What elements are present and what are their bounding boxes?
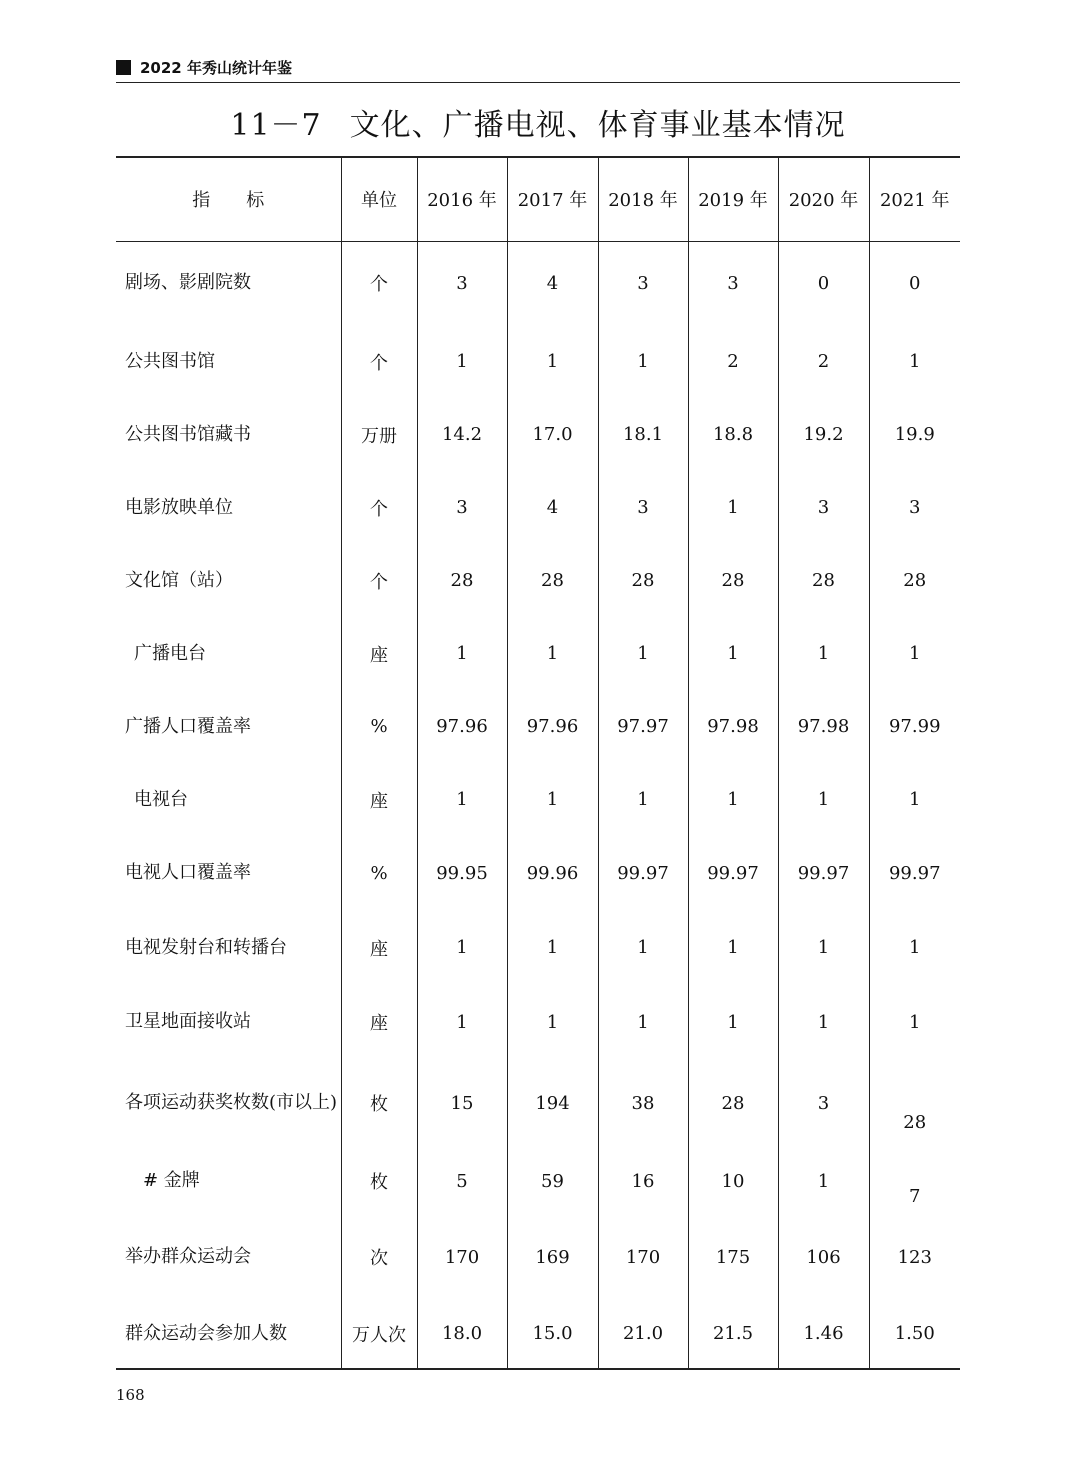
page-number: 168 <box>116 1386 145 1404</box>
cell-2020: 3 <box>778 471 869 544</box>
row-label: # 金牌 <box>143 1170 200 1191</box>
cell-2020: 28 <box>778 544 869 617</box>
row-unit: 座 <box>341 910 417 985</box>
cell-2021: 3 <box>869 471 960 544</box>
cell-2016: 1 <box>417 763 507 836</box>
cell-2017: 17.0 <box>507 398 598 471</box>
col-header-indicator: 指 标 <box>116 157 341 241</box>
row-label: 电视发射台和转播台 <box>125 936 287 958</box>
cell-2016: 1 <box>417 617 507 690</box>
cell-2018: 1 <box>598 763 688 836</box>
cell-2016: 170 <box>417 1215 507 1299</box>
row-unit: 个 <box>341 544 417 617</box>
cell-2018: 170 <box>598 1215 688 1299</box>
cell-2020: 106 <box>778 1215 869 1299</box>
cell-2020: 1.46 <box>778 1299 869 1369</box>
cell-2016: 1 <box>417 985 507 1059</box>
cell-2017: 194 <box>507 1059 598 1147</box>
row-label: 电视人口覆盖率 <box>125 862 251 883</box>
cell-2021: 123 <box>869 1215 960 1299</box>
cell-2017: 15.0 <box>507 1299 598 1369</box>
table-row <box>116 763 960 836</box>
cell-2021: 28 <box>869 544 960 617</box>
cell-2019: 28 <box>688 1059 778 1147</box>
cell-2019: 1 <box>688 617 778 690</box>
square-bullet-icon <box>116 60 131 75</box>
row-unit: 座 <box>341 763 417 836</box>
col-header-unit: 单位 <box>341 157 417 241</box>
cell-2021: 19.9 <box>869 398 960 471</box>
table-title <box>116 100 960 144</box>
cell-2019: 1 <box>688 985 778 1059</box>
table-row <box>116 544 960 617</box>
row-label: 广播人口覆盖率 <box>125 715 251 737</box>
row-unit: % <box>341 836 417 910</box>
cell-2018: 21.0 <box>598 1299 688 1369</box>
cell-2017: 4 <box>507 471 598 544</box>
cell-2021: 1.50 <box>869 1299 960 1369</box>
row-unit: 个 <box>341 325 417 398</box>
cell-2020: 1 <box>778 985 869 1059</box>
cell-2017: 1 <box>507 763 598 836</box>
cell-2016: 99.95 <box>417 836 507 910</box>
col-header-2017: 2017 年 <box>507 157 598 241</box>
table-row <box>116 1059 960 1147</box>
running-title: 2022 年秀山统计年鉴 <box>140 59 292 77</box>
row-unit: 枚 <box>341 1059 417 1147</box>
row-label: 公共图书馆 <box>125 350 215 372</box>
table-row <box>116 1147 960 1215</box>
row-unit: 次 <box>341 1215 417 1299</box>
cell-2019: 1 <box>688 763 778 836</box>
cell-2017: 1 <box>507 325 598 398</box>
cell-2017: 99.96 <box>507 836 598 910</box>
cell-2019: 18.8 <box>688 398 778 471</box>
cell-2020: 99.97 <box>778 836 869 910</box>
cell-2016: 1 <box>417 325 507 398</box>
row-unit: 个 <box>341 241 417 325</box>
cell-2017: 1 <box>507 910 598 985</box>
cell-2018: 28 <box>598 544 688 617</box>
col-header-2021: 2021 年 <box>869 157 960 241</box>
cell-2021: 1 <box>869 910 960 985</box>
cell-2016: 28 <box>417 544 507 617</box>
cell-2017: 28 <box>507 544 598 617</box>
table-row <box>116 836 960 910</box>
table-row <box>116 1299 960 1369</box>
cell-2020: 1 <box>778 910 869 985</box>
cell-2016: 5 <box>417 1147 507 1215</box>
row-label: 广播电台 <box>134 642 206 664</box>
table-row <box>116 241 960 325</box>
cell-2018: 1 <box>598 325 688 398</box>
cell-2020: 1 <box>778 617 869 690</box>
col-header-2018: 2018 年 <box>598 157 688 241</box>
cell-2018: 1 <box>598 910 688 985</box>
cell-2016: 14.2 <box>417 398 507 471</box>
cell-2018: 16 <box>598 1147 688 1215</box>
cell-2020: 3 <box>778 1059 869 1147</box>
cell-2021: 1 <box>869 985 960 1059</box>
cell-2016: 15 <box>417 1059 507 1147</box>
cell-2016: 18.0 <box>417 1299 507 1369</box>
cell-2020: 1 <box>778 763 869 836</box>
cell-2019: 2 <box>688 325 778 398</box>
col-header-2020: 2020 年 <box>778 157 869 241</box>
table-row <box>116 325 960 398</box>
cell-2019: 1 <box>688 910 778 985</box>
cell-2019: 175 <box>688 1215 778 1299</box>
row-unit: % <box>341 690 417 763</box>
cell-2019: 3 <box>688 241 778 325</box>
col-header-2016: 2016 年 <box>417 157 507 241</box>
table-row <box>116 398 960 471</box>
table-row <box>116 910 960 985</box>
running-header <box>116 58 960 83</box>
cell-2021: 1 <box>869 617 960 690</box>
cell-2018: 1 <box>598 985 688 1059</box>
cell-2020: 19.2 <box>778 398 869 471</box>
cell-2017: 4 <box>507 241 598 325</box>
row-unit: 个 <box>341 471 417 544</box>
cell-2016: 1 <box>417 910 507 985</box>
row-label: 文化馆（站） <box>125 569 233 591</box>
cell-2018: 99.97 <box>598 836 688 910</box>
cell-2021: 0 <box>869 241 960 325</box>
cell-2021: 1 <box>869 325 960 398</box>
cell-2020: 0 <box>778 241 869 325</box>
cell-2016: 97.96 <box>417 690 507 763</box>
cell-2021: 7 <box>869 1147 960 1215</box>
row-label: 剧场、影剧院数 <box>125 272 251 294</box>
row-label: 电视台 <box>134 788 188 810</box>
cell-2018: 3 <box>598 241 688 325</box>
cell-2017: 97.96 <box>507 690 598 763</box>
row-unit: 万册 <box>341 398 417 471</box>
cell-2021: 97.99 <box>869 690 960 763</box>
table-title-text: 文化、广播电视、体育事业基本情况 <box>349 108 846 143</box>
cell-2019: 21.5 <box>688 1299 778 1369</box>
row-label: 各项运动获奖枚数(市以上) <box>125 1092 338 1113</box>
cell-2019: 97.98 <box>688 690 778 763</box>
cell-2018: 38 <box>598 1059 688 1147</box>
row-label: 群众运动会参加人数 <box>116 1299 341 1369</box>
table-number: 11－7 <box>230 108 322 143</box>
cell-2020: 97.98 <box>778 690 869 763</box>
cell-2017: 59 <box>507 1147 598 1215</box>
row-unit: 座 <box>341 985 417 1059</box>
table-row <box>116 617 960 690</box>
cell-2021: 1 <box>869 763 960 836</box>
cell-2021: 28 <box>869 1059 960 1147</box>
cell-2018: 97.97 <box>598 690 688 763</box>
row-unit: 枚 <box>341 1147 417 1215</box>
cell-2019: 1 <box>688 471 778 544</box>
statistics-table <box>116 156 960 1370</box>
cell-2019: 10 <box>688 1147 778 1215</box>
row-label: 卫星地面接收站 <box>125 1011 251 1032</box>
cell-2016: 3 <box>417 241 507 325</box>
cell-2017: 169 <box>507 1215 598 1299</box>
header-row <box>116 157 960 241</box>
cell-2019: 99.97 <box>688 836 778 910</box>
col-header-2019: 2019 年 <box>688 157 778 241</box>
cell-2017: 1 <box>507 985 598 1059</box>
row-label: 举办群众运动会 <box>125 1246 251 1267</box>
row-unit: 万人次 <box>341 1299 417 1369</box>
cell-2017: 1 <box>507 617 598 690</box>
cell-2021: 99.97 <box>869 836 960 910</box>
cell-2018: 1 <box>598 617 688 690</box>
cell-2018: 3 <box>598 471 688 544</box>
table-row <box>116 471 960 544</box>
cell-2016: 3 <box>417 471 507 544</box>
cell-2018: 18.1 <box>598 398 688 471</box>
cell-2019: 28 <box>688 544 778 617</box>
row-label: 电影放映单位 <box>125 496 233 518</box>
table-row <box>116 985 960 1059</box>
row-unit: 座 <box>341 617 417 690</box>
cell-2020: 1 <box>778 1147 869 1215</box>
cell-2020: 2 <box>778 325 869 398</box>
table-row <box>116 1215 960 1299</box>
table-row <box>116 690 960 763</box>
row-label: 公共图书馆藏书 <box>125 423 251 445</box>
